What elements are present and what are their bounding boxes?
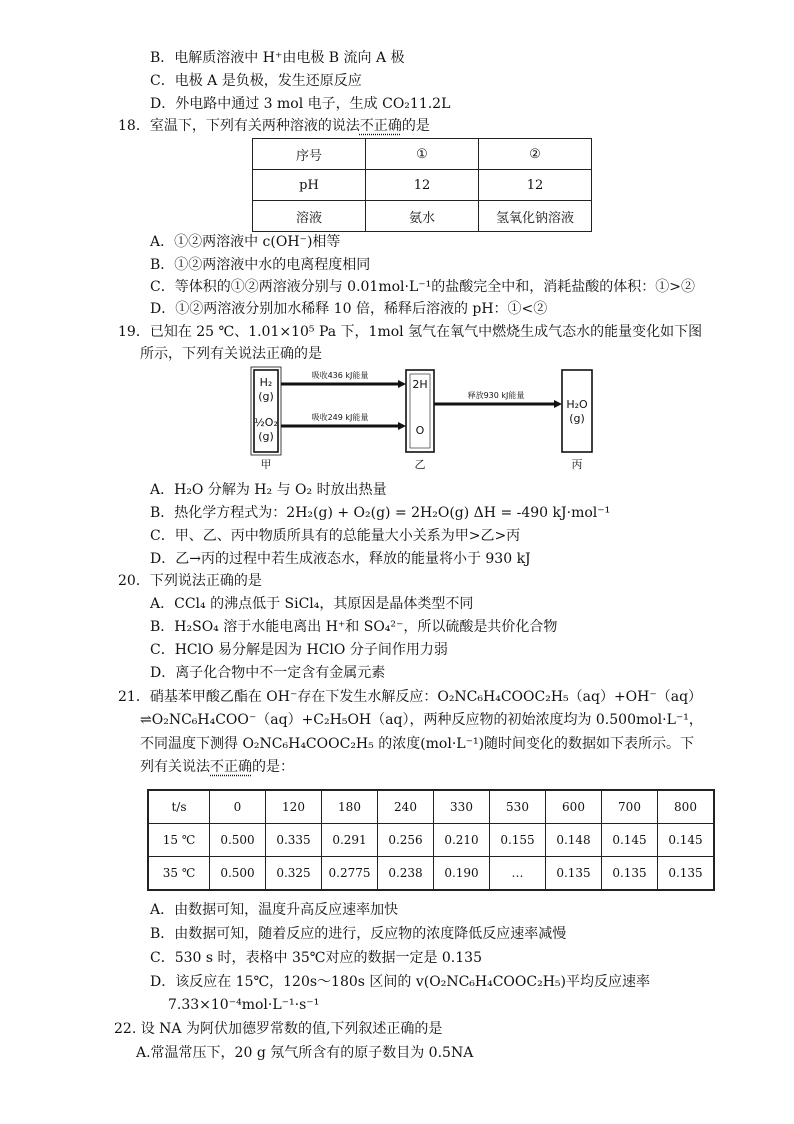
q21-option-d: D．该反应在 15℃，120s～180s 区间的 v(O₂NC₆H₄COOC₂H₅)平均反应速率 (150, 974, 650, 990)
q18-option-d: D．①②两溶液分别加水稀释 10 倍，稀释后溶液的 pH：①<② (150, 301, 548, 317)
q17-option-b: B．电解质溶液中 H⁺由电极 B 流向 A 极 (150, 50, 405, 66)
q21-option-b: B．由数据可知，随着反应的进行，反应物的浓度降低反应速率减慢 (150, 926, 567, 942)
label-yi: 乙 (414, 458, 426, 471)
q20-option-d: D．离子化合物中不一定含有金属元素 (150, 665, 386, 681)
energy-diagram (248, 364, 598, 476)
box-bing-state: (g) (569, 412, 585, 425)
q17-option-c: C．电极 A 是负极，发生还原反应 (150, 73, 362, 89)
table-row: pH 12 12 (253, 170, 592, 201)
box-bing-h2o: H₂O (566, 398, 588, 411)
q17-option-d: D．外电路中通过 3 mol 电子，生成 CO₂11.2L (150, 96, 451, 112)
q19-option-c: C．甲、乙、丙中物质所具有的总能量大小关系为甲>乙>丙 (150, 528, 521, 544)
table-row: 溶液 氨水 氢氧化钠溶液 (253, 201, 592, 232)
arrow-release-930: 释放930 kJ能量 (467, 391, 525, 400)
q19-option-a: A．H₂O 分解为 H₂ 与 O₂ 时放出热量 (150, 482, 387, 498)
q21-stem-line1: 21．硝基苯甲酸乙酯在 OH⁻存在下发生水解反应：O₂NC₆H₄COOC₂H₅（aq）+OH⁻（aq） (118, 689, 703, 705)
q20-option-a: A．CCl₄ 的沸点低于 SiCl₄，其原因是晶体类型不同 (150, 596, 474, 612)
box-jia-o2-state: (g) (258, 430, 274, 443)
q19-stem-line2: 所示，下列有关说法正确的是 (140, 346, 322, 362)
box-jia-o2: ½O₂ (254, 416, 278, 429)
q21-table (147, 789, 715, 891)
q21-option-a: A．由数据可知，温度升高反应速率加快 (150, 902, 399, 918)
table-row: 15 ℃ 0.500 0.335 0.291 0.256 0.210 0.155 0.148 0.145 0.145 (148, 824, 714, 857)
q19-option-b: B．热化学方程式为：2H₂(g) + O₂(g) = 2H₂O(g) ΔH = -490 kJ·mol⁻¹ (150, 505, 611, 521)
box-jia-h2-state: (g) (258, 390, 274, 403)
q18-option-c: C．等体积的①②两溶液分别与 0.01mol·L⁻¹的盐酸完全中和，消耗盐酸的体积：①>② (150, 279, 695, 295)
q18-stem: 18．室温下，下列有关两种溶液的说法不正确的是 (118, 118, 430, 134)
q18-table (252, 138, 592, 232)
arrow-absorb-436: 吸收436 kJ能量 (311, 371, 369, 380)
box-jia-h2: H₂ (259, 376, 273, 389)
table-row: 35 ℃ 0.500 0.325 0.2775 0.238 0.190 … 0.135 0.135 0.135 (148, 857, 714, 891)
box-yi-o: O (415, 424, 425, 437)
q20-option-c: C．HClO 易分解是因为 HClO 分子间作用力弱 (150, 642, 448, 658)
q21-stem-line4: 列有关说法不正确的是： (140, 759, 294, 775)
q19-stem-line1: 19．已知在 25 ℃、1.01×10⁵ Pa 下，1mol 氢气在氧气中燃烧生成气态水的能量变化如下图 (118, 324, 703, 340)
table-row: 序号 ① ② (253, 139, 592, 170)
q22-stem: 22. 设 NA 为阿伏加德罗常数的值,下列叙述正确的是 (114, 1021, 443, 1037)
q21-stem-line2: ⇌O₂NC₆H₄COO⁻（aq）+C₂H₅OH（aq），两种反应物的初始浓度均为 0.500mol·L⁻¹， (140, 712, 703, 728)
q21-stem-line3: 不同温度下测得 O₂NC₆H₄COOC₂H₅ 的浓度(mol·L⁻¹)随时间变化的数据如下表所示。下 (140, 736, 695, 752)
q21-option-c: C．530 s 时，表格中 35℃对应的数据一定是 0.135 (150, 950, 482, 966)
arrow-absorb-249: 吸收249 kJ能量 (311, 413, 369, 422)
q20-stem: 20．下列说法正确的是 (118, 573, 262, 589)
q21-option-d-cont: 7.33×10⁻⁴mol·L⁻¹·s⁻¹ (168, 997, 320, 1013)
q18-option-a: A．①②两溶液中 c(OH⁻)相等 (150, 234, 341, 250)
q22-option-a: A.常温常压下，20 g 氖气所含有的原子数目为 0.5NA (136, 1045, 474, 1061)
q19-option-d: D．乙→丙的过程中若生成液态水，释放的能量将小于 930 kJ (150, 551, 531, 567)
q20-option-b: B．H₂SO₄ 溶于水能电离出 H⁺和 SO₄²⁻，所以硫酸是共价化合物 (150, 619, 558, 635)
box-yi-2h: 2H (412, 378, 428, 391)
label-bing: 丙 (571, 458, 583, 471)
table-row: t/s 0 120 180 240 330 530 600 700 800 (148, 790, 714, 824)
label-jia: 甲 (260, 458, 272, 471)
q18-option-b: B．①②两溶液中水的电离程度相同 (150, 257, 371, 273)
